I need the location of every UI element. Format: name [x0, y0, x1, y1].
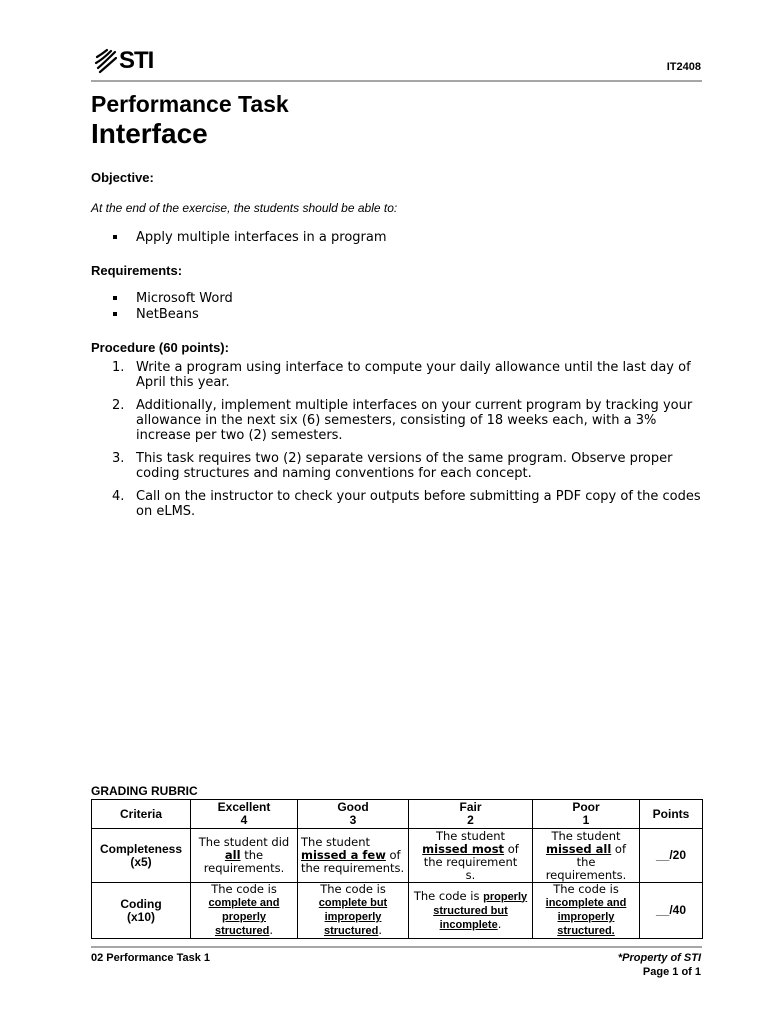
- rubric-title: GRADING RUBRIC: [91, 784, 198, 798]
- logo-text: STI: [119, 47, 154, 74]
- procedure-step: 2. Additionally, implement multiple interfaces on your current program by tracking your allowance in the next six (6) semesters, consisting of 18 weeks each, with a 3% increase per two (2) semesters.: [112, 398, 693, 443]
- coding-excellent: The code is complete and properly structured.: [191, 883, 298, 939]
- header-divider: [91, 80, 702, 82]
- procedure-step: 3. This task requires two (2) separate versions of the same program. Observe proper coding structures and naming conventions for each concept.: [112, 451, 673, 481]
- completeness-poor: The student missed all of the requirements.: [533, 829, 640, 883]
- procedure-step: 4. Call on the instructor to check your outputs before submitting a PDF copy of the codes on eLMS.: [112, 489, 701, 519]
- grading-rubric-table: [91, 799, 703, 939]
- sti-swoosh-icon: [95, 48, 117, 74]
- bullet-icon: [113, 312, 117, 316]
- page-title: Performance Task: [91, 91, 289, 117]
- course-code: IT2408: [666, 61, 701, 73]
- bullet-icon: [113, 235, 117, 239]
- table-header-row: [92, 800, 703, 829]
- procedure-heading: Procedure (60 points):: [91, 340, 229, 355]
- objective-intro: At the end of the exercise, the students should be able to:: [91, 201, 398, 215]
- criteria-completeness: Completeness (x5): [92, 829, 191, 883]
- page-subtitle: Interface: [91, 118, 208, 149]
- criteria-header: Criteria: [92, 800, 191, 829]
- excellent-header: Excellent 4: [191, 800, 298, 829]
- coding-points: __/40: [640, 883, 703, 939]
- bullet-icon: [113, 296, 117, 300]
- coding-poor: The code is incomplete and improperly structured.: [533, 883, 640, 939]
- footer-property: *Property of STI: [617, 952, 701, 964]
- table-row: [92, 829, 703, 883]
- requirements-heading: Requirements:: [91, 263, 183, 278]
- completeness-good: The student missed a few of the requirements.: [298, 829, 409, 883]
- footer-page-number: Page 1 of 1: [642, 966, 701, 978]
- footer-document-name: 02 Performance Task 1: [91, 952, 211, 964]
- coding-fair: The code is properly structured but incomplete.: [409, 883, 533, 939]
- good-header: Good 3: [298, 800, 409, 829]
- points-header: Points: [640, 800, 703, 829]
- procedure-step: 1. Write a program using interface to compute your daily allowance until the last day of April this year.: [112, 360, 691, 390]
- procedure-list: [91, 360, 711, 527]
- poor-header: Poor 1: [533, 800, 640, 829]
- coding-good: The code is complete but improperly structured.: [298, 883, 409, 939]
- objective-heading: Objective:: [91, 170, 154, 185]
- fair-header: Fair 2: [409, 800, 533, 829]
- completeness-excellent: The student did all the requirements.: [191, 829, 298, 883]
- completeness-fair: The student missed most of the requirement s.: [409, 829, 533, 883]
- criteria-coding: Coding (x10): [92, 883, 191, 939]
- completeness-points: __/20: [640, 829, 703, 883]
- footer-divider: [91, 946, 702, 948]
- table-row: [92, 883, 703, 939]
- sti-logo: [95, 47, 153, 75]
